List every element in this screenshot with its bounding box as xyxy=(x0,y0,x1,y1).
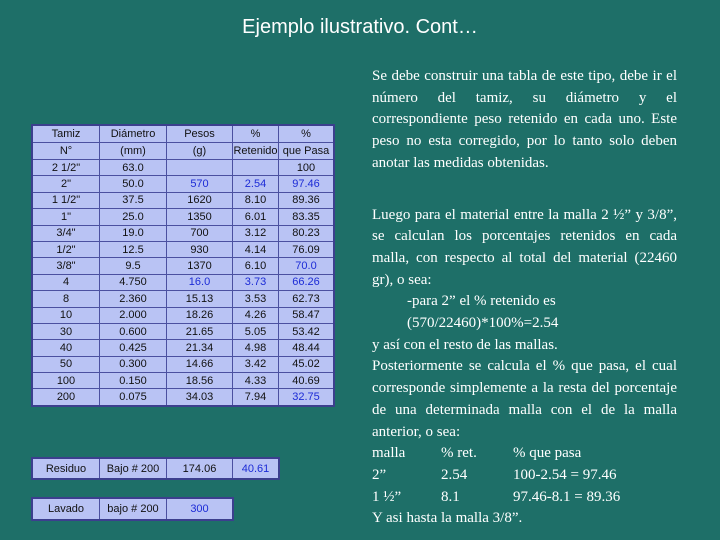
cell-weight xyxy=(167,160,233,176)
sieve-table xyxy=(31,124,335,407)
header-diametro-sub: (mm) xyxy=(100,143,167,160)
paragraph-3: y así con el resto de las mallas. xyxy=(372,336,558,353)
cell-sieve: 3/4" xyxy=(32,225,100,241)
cell-passing: 76.09 xyxy=(279,241,335,257)
cell-weight: 34.03 xyxy=(167,389,233,406)
cell-passing: 70.0 xyxy=(279,258,335,274)
table-header-row-2 xyxy=(32,143,334,160)
table-header-row-1 xyxy=(32,125,334,143)
cell-weight: 16.0 xyxy=(167,274,233,290)
residuo-label: Residuo xyxy=(32,458,100,479)
lavado-table xyxy=(31,497,234,521)
cell-weight: 1350 xyxy=(167,209,233,225)
cell-weight: 18.26 xyxy=(167,307,233,323)
cell-weight: 21.34 xyxy=(167,340,233,356)
cell-diameter: 25.0 xyxy=(100,209,167,225)
cell-passing: 58.47 xyxy=(279,307,335,323)
cell-diameter: 0.300 xyxy=(100,356,167,372)
cell-diameter: 9.5 xyxy=(100,258,167,274)
cell-passing: 89.36 xyxy=(279,192,335,208)
cell-diameter: 19.0 xyxy=(100,225,167,241)
header-pesos-sub: (g) xyxy=(167,143,233,160)
header-retenido: % xyxy=(233,125,279,143)
table-row xyxy=(32,225,334,241)
cell-diameter: 0.150 xyxy=(100,373,167,389)
cell-diameter: 50.0 xyxy=(100,176,167,192)
cell-diameter: 37.5 xyxy=(100,192,167,208)
lavado-sieve: bajo # 200 xyxy=(100,498,167,520)
calc-row-1 xyxy=(372,465,677,487)
closing-line: Y asi hasta la malla 3/8”. xyxy=(372,510,523,527)
table-row xyxy=(32,209,334,225)
cell-sieve: 10 xyxy=(32,307,100,323)
table-row xyxy=(32,274,334,290)
table-row xyxy=(32,241,334,257)
table-row xyxy=(32,258,334,274)
calc-row-2 xyxy=(372,487,677,509)
cell-sieve: 4 xyxy=(32,274,100,290)
cell-diameter: 63.0 xyxy=(100,160,167,176)
cell-retained: 4.26 xyxy=(233,307,279,323)
cell-passing: 62.73 xyxy=(279,291,335,307)
calc-ret: 2.54 xyxy=(441,466,468,483)
cell-passing: 83.35 xyxy=(279,209,335,225)
header-retenido-sub: Retenido xyxy=(233,143,279,160)
cell-passing: 80.23 xyxy=(279,225,335,241)
cell-retained: 6.01 xyxy=(233,209,279,225)
table-row xyxy=(32,176,334,192)
cell-weight: 18.56 xyxy=(167,373,233,389)
cell-sieve: 2" xyxy=(32,176,100,192)
example-line-2: (570/22460)*100%=2.54 xyxy=(407,315,559,332)
cell-diameter: 0.600 xyxy=(100,323,167,339)
cell-diameter: 4.750 xyxy=(100,274,167,290)
cell-passing: 53.42 xyxy=(279,323,335,339)
cell-passing: 66.26 xyxy=(279,274,335,290)
cell-diameter: 0.075 xyxy=(100,389,167,406)
cell-weight: 930 xyxy=(167,241,233,257)
residuo-row xyxy=(32,458,279,479)
table-row xyxy=(32,356,334,372)
residuo-sieve: Bajo # 200 xyxy=(100,458,167,479)
cell-passing: 32.75 xyxy=(279,389,335,406)
cell-passing: 97.46 xyxy=(279,176,335,192)
cell-diameter: 2.360 xyxy=(100,291,167,307)
paragraph-2: Luego para el material entre la malla 2 ½” y 3/8”, se calculan los porcentajes retenidos en cada malla, con respecto al total del material (22460 gr), o sea: xyxy=(372,206,677,288)
table-row xyxy=(32,291,334,307)
cell-sieve: 50 xyxy=(32,356,100,372)
calc-malla: 2” xyxy=(372,466,387,483)
table-row xyxy=(32,160,334,176)
table-row xyxy=(32,323,334,339)
table-row xyxy=(32,389,334,406)
cell-sieve: 1" xyxy=(32,209,100,225)
cell-retained: 3.53 xyxy=(233,291,279,307)
table-row xyxy=(32,373,334,389)
cell-sieve: 200 xyxy=(32,389,100,406)
header-diametro: Diámetro xyxy=(100,125,167,143)
header-tamiz: Tamiz xyxy=(32,125,100,143)
paragraph-1: Se debe construir una tabla de este tipo, debe ir el número del tamiz, su diámetro y el correspondiente peso retenido en cada uno. Este peso no esta corregido, por lo tanto solo deben anotar las medidas obtenidas. xyxy=(372,68,677,171)
lavado-label: Lavado xyxy=(32,498,100,520)
cell-weight: 14.66 xyxy=(167,356,233,372)
cell-passing: 45.02 xyxy=(279,356,335,372)
explanation-text xyxy=(372,66,677,530)
cell-weight: 21.65 xyxy=(167,323,233,339)
calc-ret: 8.1 xyxy=(441,488,460,505)
cell-sieve: 100 xyxy=(32,373,100,389)
cell-retained: 3.42 xyxy=(233,356,279,372)
table-row xyxy=(32,340,334,356)
residuo-table xyxy=(31,457,280,480)
table-row xyxy=(32,192,334,208)
cell-sieve: 40 xyxy=(32,340,100,356)
residuo-percent: 40.61 xyxy=(233,458,280,479)
cell-sieve: 1 1/2" xyxy=(32,192,100,208)
calc-col-ret: % ret. xyxy=(441,445,477,462)
cell-sieve: 2 1/2" xyxy=(32,160,100,176)
cell-diameter: 0.425 xyxy=(100,340,167,356)
cell-weight: 700 xyxy=(167,225,233,241)
cell-retained: 6.10 xyxy=(233,258,279,274)
paragraph-4: Posteriormente se calcula el % que pasa, el cual corresponde simplemente a la resta del porcentaje de una determinada malla con el de la malla anterior, o sea: xyxy=(372,358,677,440)
cell-diameter: 2.000 xyxy=(100,307,167,323)
calc-col-malla: malla xyxy=(372,445,406,462)
cell-retained: 7.94 xyxy=(233,389,279,406)
table-row xyxy=(32,307,334,323)
cell-retained: 8.10 xyxy=(233,192,279,208)
cell-sieve: 1/2" xyxy=(32,241,100,257)
lavado-weight: 300 xyxy=(167,498,234,520)
example-line-1: -para 2” el % retenido es xyxy=(407,293,556,310)
cell-sieve: 30 xyxy=(32,323,100,339)
calc-col-pasa: % que pasa xyxy=(513,445,582,462)
cell-passing: 48.44 xyxy=(279,340,335,356)
cell-retained: 4.33 xyxy=(233,373,279,389)
calc-pasa: 100-2.54 = 97.46 xyxy=(513,466,617,483)
cell-retained: 5.05 xyxy=(233,323,279,339)
cell-retained: 4.98 xyxy=(233,340,279,356)
cell-retained: 2.54 xyxy=(233,176,279,192)
header-pesos: Pesos xyxy=(167,125,233,143)
slide-title: Ejemplo ilustrativo. Cont… xyxy=(242,16,478,38)
calc-row-header xyxy=(372,443,677,465)
lavado-row xyxy=(32,498,233,520)
header-tamiz-sub: N° xyxy=(32,143,100,160)
cell-weight: 1370 xyxy=(167,258,233,274)
cell-sieve: 8 xyxy=(32,291,100,307)
cell-sieve: 3/8" xyxy=(32,258,100,274)
cell-weight: 1620 xyxy=(167,192,233,208)
cell-passing: 100 xyxy=(279,160,335,176)
cell-diameter: 12.5 xyxy=(100,241,167,257)
cell-retained: 3.73 xyxy=(233,274,279,290)
header-pasa: % xyxy=(279,125,335,143)
header-pasa-sub: que Pasa xyxy=(279,143,335,160)
cell-weight: 570 xyxy=(167,176,233,192)
calc-malla: 1 ½” xyxy=(372,488,402,505)
cell-retained xyxy=(233,160,279,176)
calc-pasa: 97.46-8.1 = 89.36 xyxy=(513,488,621,505)
cell-weight: 15.13 xyxy=(167,291,233,307)
cell-passing: 40.69 xyxy=(279,373,335,389)
cell-retained: 4.14 xyxy=(233,241,279,257)
residuo-weight: 174.06 xyxy=(167,458,233,479)
cell-retained: 3.12 xyxy=(233,225,279,241)
